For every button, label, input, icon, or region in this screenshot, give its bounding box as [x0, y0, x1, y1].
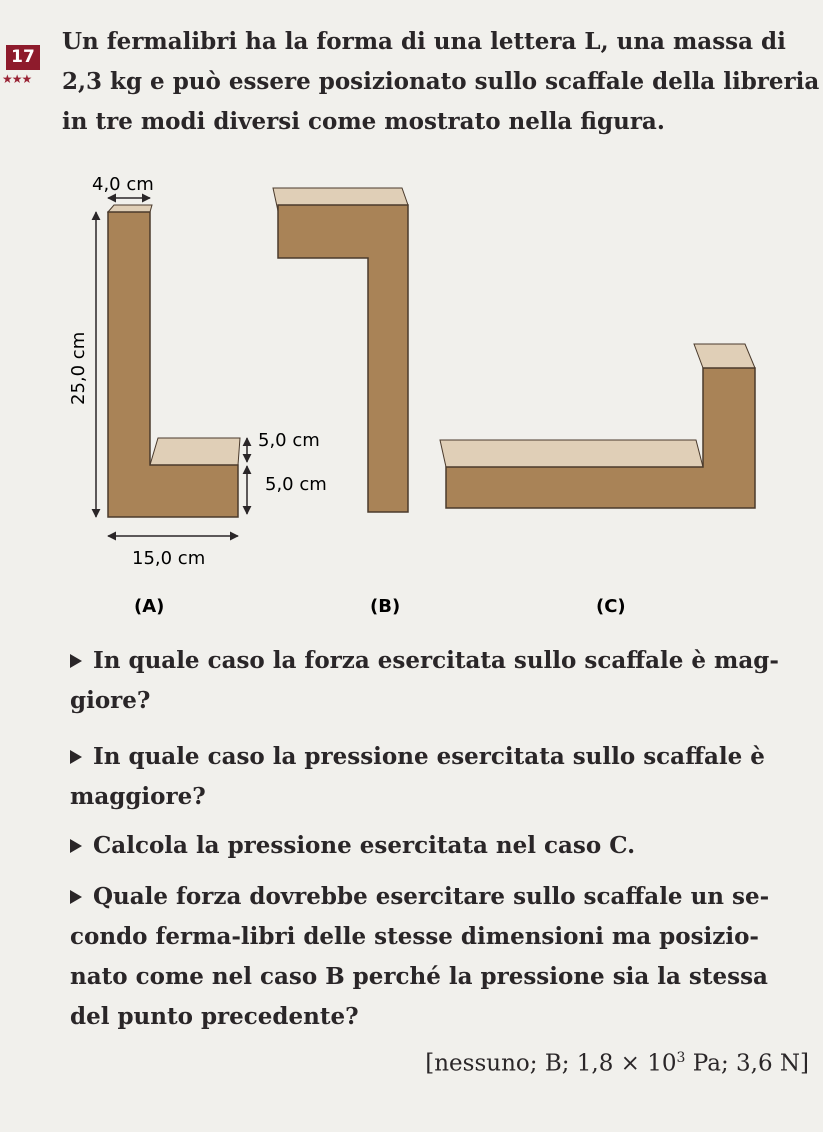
- bullet-triangle-icon: [70, 839, 82, 853]
- caption-c: (C): [596, 596, 626, 617]
- question-4: [70, 877, 810, 1037]
- caption-a: (A): [134, 596, 165, 617]
- exercise-number-badge: 17: [6, 45, 40, 70]
- question-3: [70, 826, 810, 866]
- shape-a-front-face: [108, 212, 238, 517]
- answer-4: 3,6 N: [736, 1050, 801, 1077]
- bookend-shape-b: [273, 188, 408, 512]
- shape-c-top-face: [694, 344, 755, 368]
- label-width-top: 4,0 cm: [92, 174, 154, 195]
- bullet-triangle-icon: [70, 750, 82, 764]
- question-line: condo ferma-libri delle stesse dimensioni ma posizio-: [70, 923, 759, 950]
- answer-bracket-close: ]: [800, 1050, 809, 1077]
- label-height-left: 25,0 cm: [68, 331, 89, 405]
- bullet-triangle-icon: [70, 654, 82, 668]
- question-line: nato come nel caso B perché la pressione sia la stessa: [70, 963, 768, 990]
- question-line: In quale caso la forza esercitata sullo scaffale è mag-: [93, 647, 779, 674]
- bookend-shape-c: [440, 344, 755, 508]
- shape-c-base-top-face: [440, 440, 703, 467]
- answer-3-base: 10: [647, 1050, 677, 1077]
- shape-b-front-face: [278, 205, 408, 512]
- label-step-upper: 5,0 cm: [258, 430, 320, 451]
- answer-3-unit: Pa: [692, 1050, 721, 1077]
- intro-line: Un fermalibri ha la forma di una lettera L, una massa di: [62, 28, 786, 55]
- answer-3-exponent: 3: [676, 1050, 686, 1066]
- question-line: giore?: [70, 687, 151, 714]
- label-step-lower: 5,0 cm: [265, 474, 327, 495]
- question-line: Calcola la pressione esercitata nel caso C.: [93, 832, 636, 859]
- question-line: del punto precedente?: [70, 1003, 359, 1030]
- shape-a-top-face: [108, 205, 152, 212]
- question-line: In quale caso la pressione esercitata sullo scaffale è: [93, 743, 765, 770]
- shape-c-front-face: [446, 368, 755, 508]
- answer-separator: ;: [561, 1050, 570, 1077]
- intro-line: 2,3 kg e può essere posizionato sullo scaffale della libreria: [62, 68, 820, 95]
- question-line: Quale forza dovrebbe esercitare sullo scaffale un se-: [93, 883, 770, 910]
- answer-1: nessuno: [434, 1050, 530, 1077]
- question-line: maggiore?: [70, 783, 206, 810]
- bookend-shape-a: [108, 205, 240, 517]
- bullet-triangle-icon: [70, 890, 82, 904]
- answer-separator: ;: [529, 1050, 538, 1077]
- shape-a-step-top-face: [150, 438, 240, 465]
- difficulty-stars: ★★★: [2, 72, 32, 86]
- answer-3-mantissa: 1,8: [576, 1050, 614, 1077]
- question-2: [70, 737, 810, 817]
- answers: [425, 1038, 809, 1084]
- answer-separator: ;: [720, 1050, 729, 1077]
- caption-b: (B): [370, 596, 401, 617]
- label-base-width: 15,0 cm: [132, 548, 206, 569]
- question-1: [70, 641, 810, 721]
- intro-line: in tre modi diversi come mostrato nella figura.: [62, 108, 665, 135]
- answer-bracket-open: [: [425, 1050, 435, 1077]
- answer-3-times: ×: [620, 1050, 640, 1077]
- answer-2: B: [544, 1050, 562, 1077]
